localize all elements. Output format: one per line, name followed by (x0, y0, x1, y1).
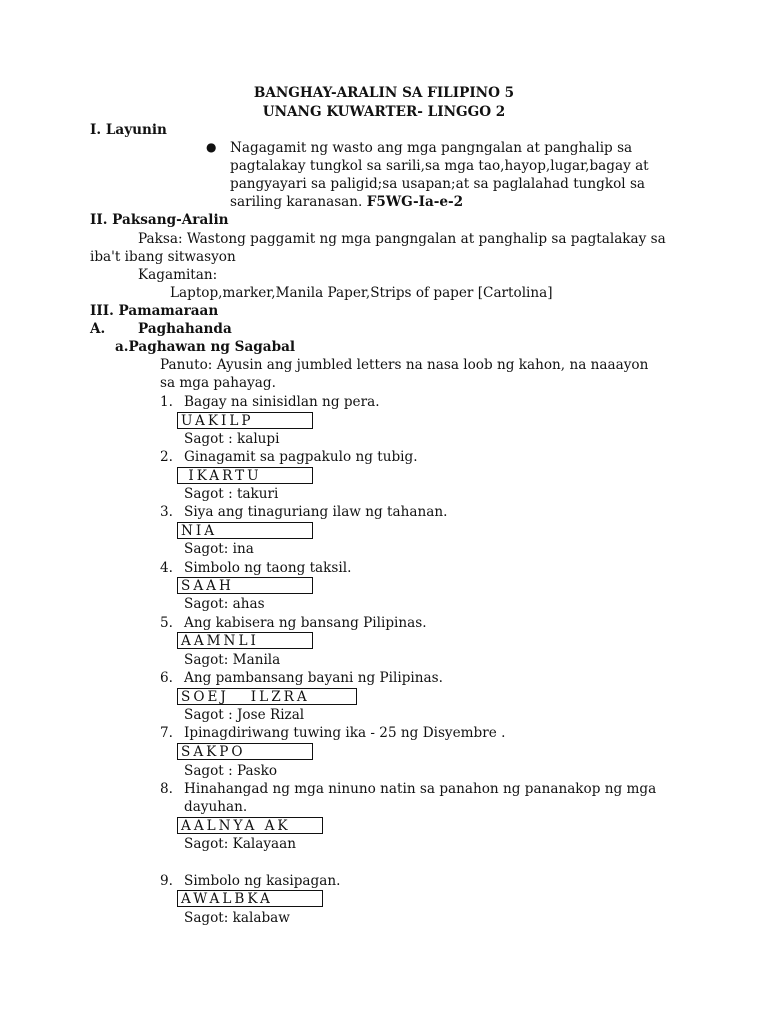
jumbled-letters-box: AALNYA AK (177, 817, 323, 834)
item-question: Simbolo ng taong taksil. (184, 560, 352, 576)
instructions-line: sa mga pahayag. (160, 375, 276, 391)
jumbled-letters-box: UAKILP (177, 412, 313, 429)
competency-code: F5WG-Ia-e-2 (366, 194, 464, 210)
jumbled-letters-box: SAAH (177, 577, 313, 594)
item-question: Bagay na sinisidlan ng pera. (184, 394, 380, 410)
item-answer: Sagot: ina (184, 541, 254, 557)
item-number: 3. (160, 504, 173, 520)
kagamitan-label: Kagamitan: (138, 267, 218, 283)
item-number: 5. (160, 615, 173, 631)
document-subtitle: UNANG KUWARTER- LINGGO 2 (262, 104, 506, 120)
item-number: 6. (160, 670, 173, 686)
section-heading-pamamaraan: III. Pamamaraan (90, 303, 219, 319)
item-answer: Sagot : takuri (184, 486, 279, 502)
item-answer: Sagot: ahas (184, 596, 265, 612)
item-number: 4. (160, 560, 173, 576)
item-number: 9. (160, 873, 173, 889)
section-heading-layunin: I. Layunin (90, 122, 167, 138)
jumbled-letters-box: SAKPO (177, 743, 313, 760)
item-number: 2. (160, 449, 173, 465)
objective-line-text: sariling karanasan. (230, 194, 363, 210)
objective-line: pangyayari sa paligid;sa usapan;at sa paglalahad tungkol sa (230, 176, 646, 192)
document-title: BANGHAY-ARALIN SA FILIPINO 5 (253, 85, 515, 101)
subsubsection-heading: a.Paghawan ng Sagabal (115, 339, 296, 355)
item-question: Ang kabisera ng bansang Pilipinas. (184, 615, 427, 631)
section-heading-paksang-aralin: II. Paksang-Aralin (90, 212, 229, 228)
objective-line: Nagagamit ng wasto ang mga pangngalan at panghalip sa (230, 140, 633, 156)
paksa-line: Paksa: Wastong paggamit ng mga pangngalan at panghalip sa pagtalakay sa (138, 231, 666, 247)
item-question-cont: dayuhan. (184, 799, 248, 815)
jumbled-letters-box: NIA (177, 522, 313, 539)
objective-line-last (230, 193, 463, 211)
item-question: Simbolo ng kasipagan. (184, 873, 341, 889)
item-answer: Sagot: Kalayaan (184, 836, 297, 852)
jumbled-letters-box: AWALBKA (177, 890, 323, 907)
item-question: Hinahangad ng mga ninuno natin sa panahon ng pananakop ng mga (184, 781, 657, 797)
item-answer: Sagot : Pasko (184, 763, 278, 779)
item-answer: Sagot: kalabaw (184, 910, 290, 926)
item-question: Siya ang tinaguriang ilaw ng tahanan. (184, 504, 448, 520)
jumbled-letters-box: IKARTU (177, 467, 313, 484)
item-number: 1. (160, 394, 173, 410)
item-answer: Sagot: Manila (184, 652, 281, 668)
item-question: Ang pambansang bayani ng Pilipinas. (184, 670, 443, 686)
item-number: 8. (160, 781, 173, 797)
jumbled-letters-box: AAMNLI (177, 632, 313, 649)
subsection-heading: Paghahanda (138, 321, 232, 337)
item-question: Ginagamit sa pagpakulo ng tubig. (184, 449, 418, 465)
subsection-letter: A. (90, 321, 106, 337)
bullet-icon: ● (206, 140, 217, 154)
objective-line: pagtalakay tungkol sa sarili,sa mga tao,hayop,lugar,bagay at (230, 158, 649, 174)
item-answer: Sagot : kalupi (184, 431, 280, 447)
kagamitan-list: Laptop,marker,Manila Paper,Strips of paper [Cartolina] (170, 285, 553, 301)
jumbled-letters-box: SOEJ ILZRA (177, 688, 357, 705)
item-number: 7. (160, 725, 173, 741)
item-question: Ipinagdiriwang tuwing ika - 25 ng Disyembre . (184, 725, 506, 741)
item-answer: Sagot : Jose Rizal (184, 707, 305, 723)
paksa-line: iba't ibang sitwasyon (90, 249, 236, 265)
instructions-line: Panuto: Ayusin ang jumbled letters na nasa loob ng kahon, na naaayon (160, 357, 649, 373)
